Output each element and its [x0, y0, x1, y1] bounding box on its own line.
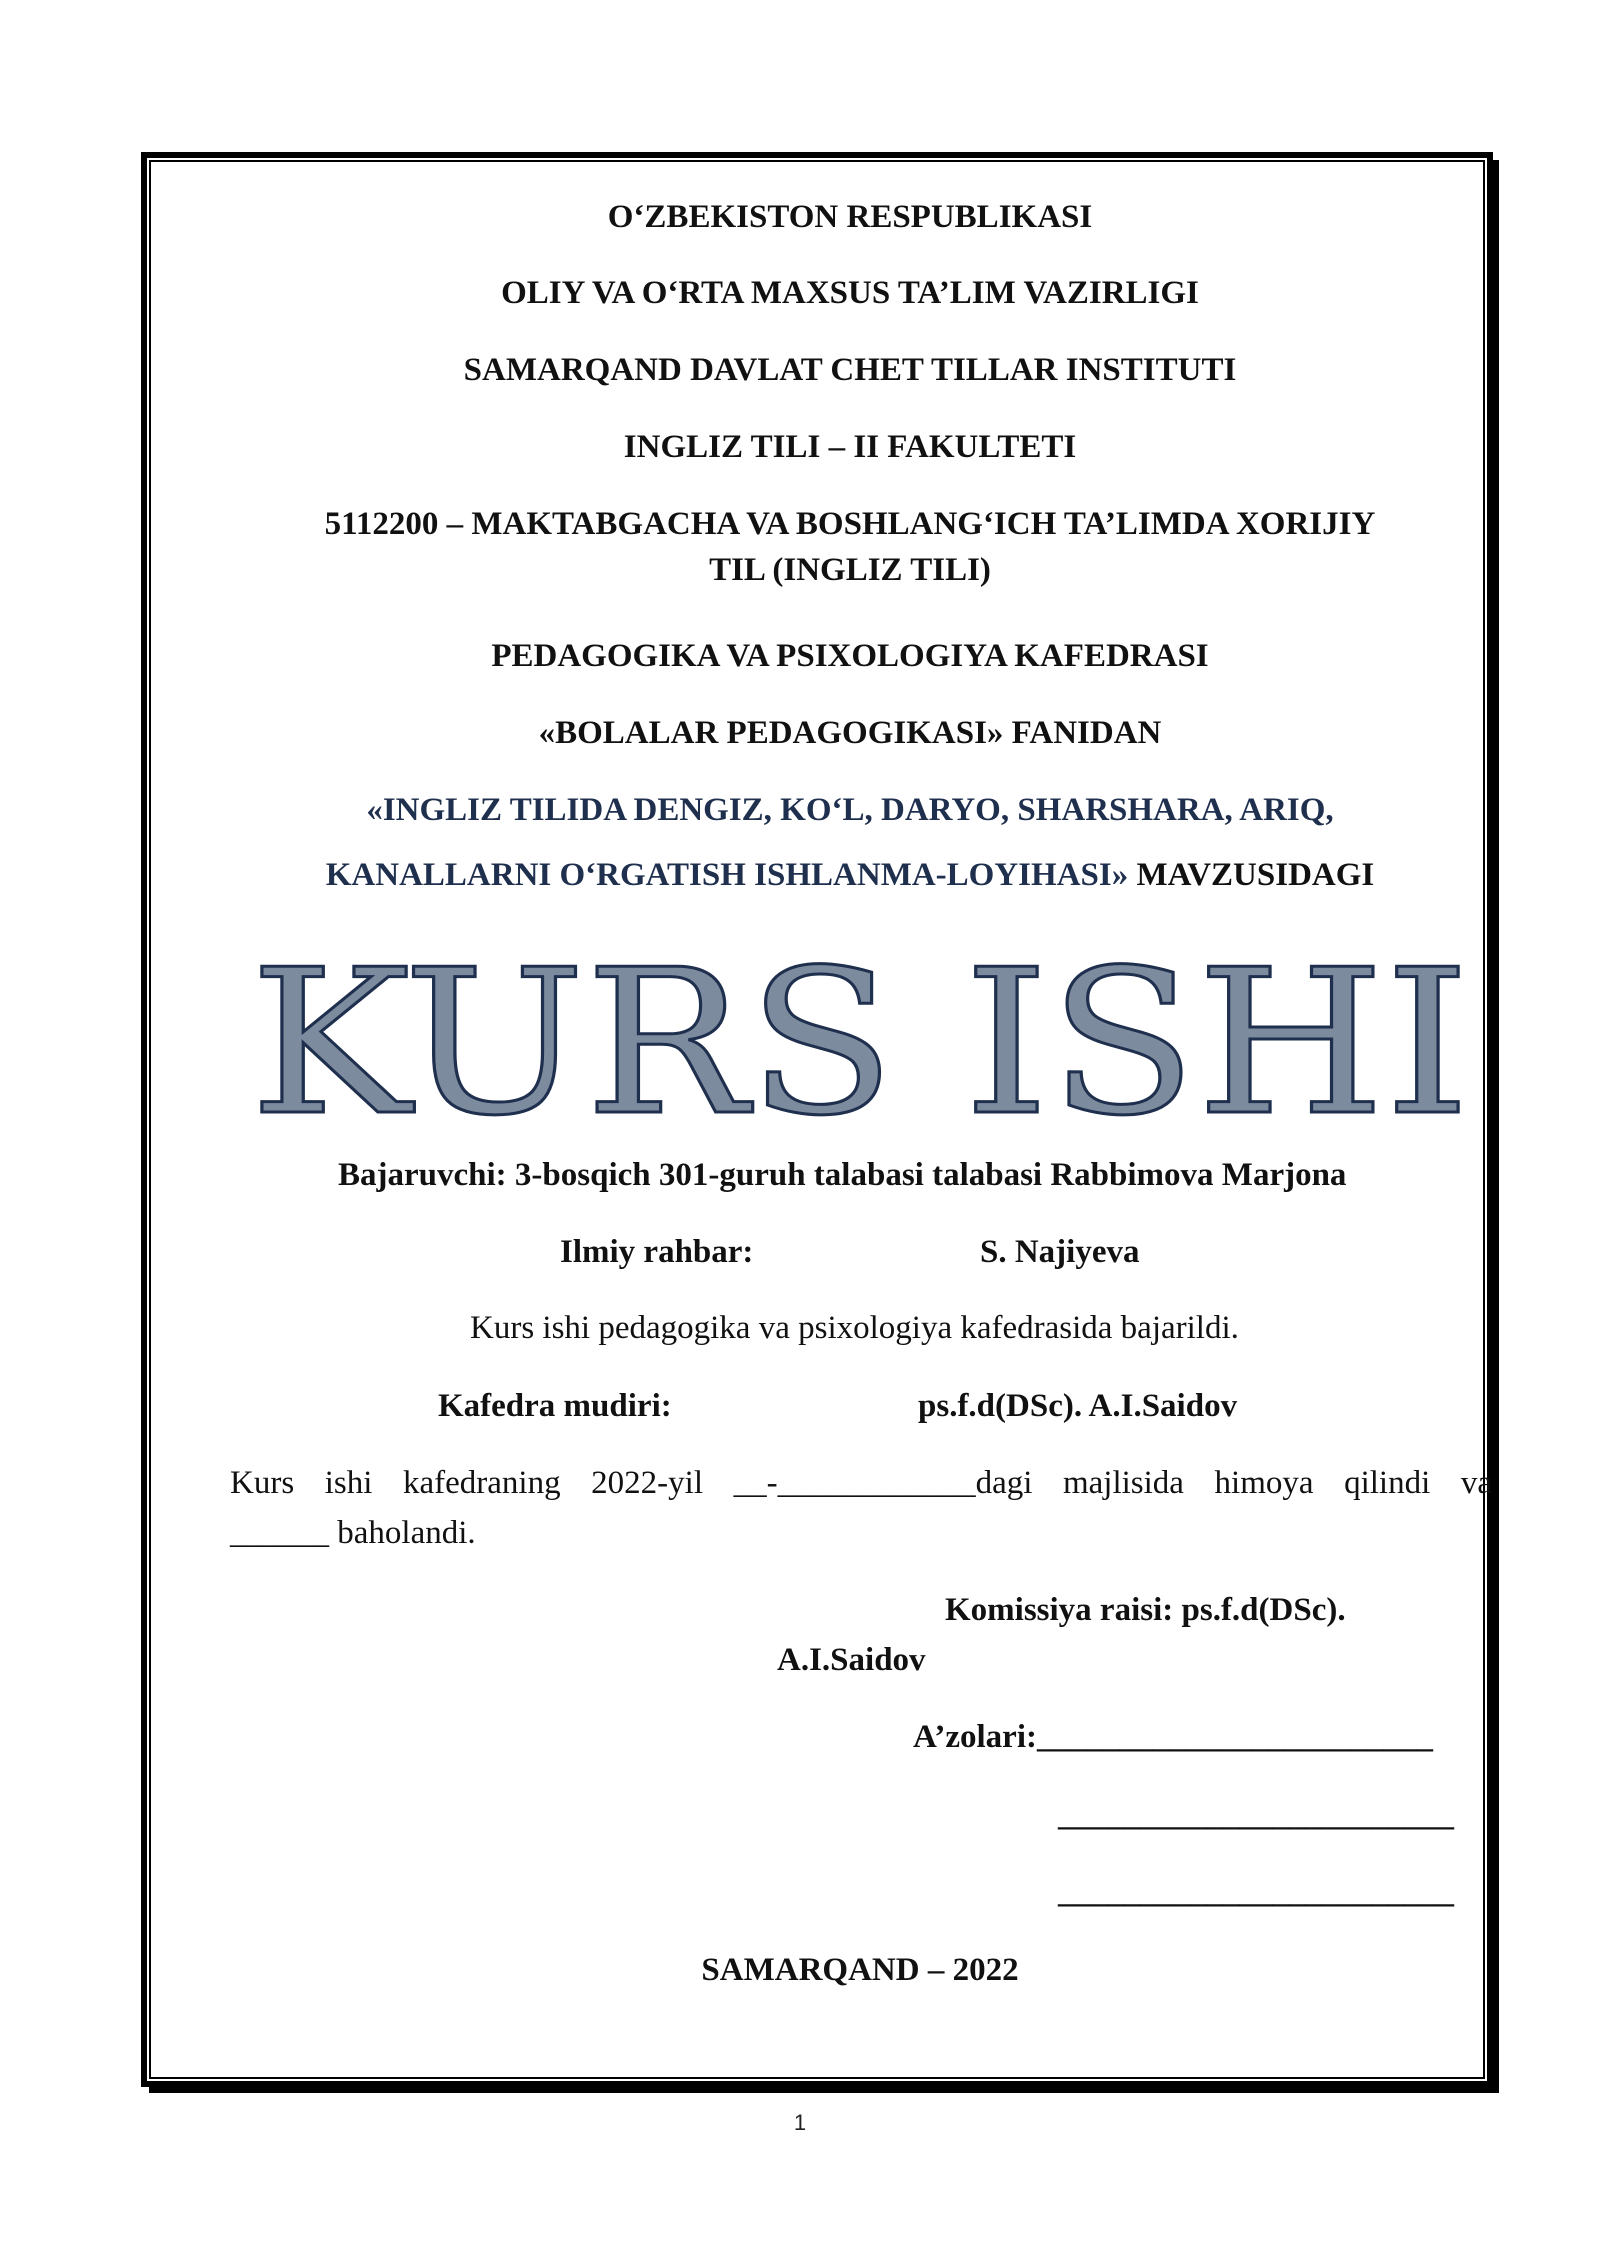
members-label: A’zolari:	[913, 1719, 1037, 1755]
defense-line1: Kurs ishi kafedraning 2022-yil __-____________dagi majlisida himoya qilindi va	[230, 1465, 1492, 1501]
performer-line: Bajaruvchi: 3-bosqich 301-guruh talabasi talabasi Rabbimova Marjona	[338, 1157, 1347, 1193]
commission-chair-line1: Komissiya raisi: ps.f.d(DSc).	[945, 1592, 1346, 1628]
head-of-department-label: Kafedra mudiri:	[438, 1388, 672, 1424]
kurs-ishi-title-text: KURS ISHI	[250, 930, 1470, 1130]
kurs-ishi-title	[240, 930, 1480, 1130]
head-of-department-name: ps.f.d(DSc). A.I.Saidov	[918, 1388, 1238, 1424]
members-blank-2: ________________________	[1058, 1797, 1454, 1833]
specialty-heading-line1: 5112200 – MAKTABGACHA VA BOSHLANG‘ICH TA’LIMDA XORIJIY	[324, 506, 1376, 542]
topic-line2-title: KANALLARNI O‘RGATISH ISHLANMA-LOYIHASI»	[325, 857, 1129, 893]
department-heading: PEDAGOGIKA VA PSIXOLOGIYA KAFEDRASI	[491, 638, 1209, 674]
commission-chair-line2: A.I.Saidov	[777, 1642, 926, 1678]
supervisor-label: Ilmiy rahbar:	[560, 1234, 754, 1270]
topic-line2	[0, 855, 1600, 895]
republic-heading: O‘ZBEKISTON RESPUBLIKASI	[607, 199, 1093, 235]
members-line	[913, 1717, 1433, 1757]
topic-line1: «INGLIZ TILIDA DENGIZ, KO‘L, DARYO, SHARSHARA, ARIQ,	[366, 792, 1334, 828]
institute-heading: SAMARQAND DAVLAT CHET TILLAR INSTITUTI	[463, 352, 1237, 388]
ministry-heading: OLIY VA O‘RTA MAXSUS TA’LIM VAZIRLIGI	[501, 275, 1199, 311]
completed-note: Kurs ishi pedagogika va psixologiya kafedrasida bajarildi.	[470, 1310, 1239, 1346]
page-border-shadow-bottom	[149, 2087, 1499, 2093]
faculty-heading: INGLIZ TILI – II FAKULTETI	[623, 429, 1077, 465]
page-number: 1	[793, 2110, 807, 2135]
subject-heading: «BOLALAR PEDAGOGIKASI» FANIDAN	[538, 715, 1162, 751]
members-blank-1: ________________________	[1037, 1719, 1433, 1755]
specialty-heading-line2: TIL (INGLIZ TILI)	[709, 552, 991, 588]
defense-line2: ______ baholandi.	[230, 1515, 476, 1551]
supervisor-name: S. Najiyeva	[980, 1234, 1140, 1270]
topic-line2-suffix: MAVZUSIDAGI	[1128, 857, 1375, 893]
footer-city-year: SAMARQAND – 2022	[701, 1952, 1019, 1988]
members-blank-3: ________________________	[1058, 1874, 1454, 1910]
